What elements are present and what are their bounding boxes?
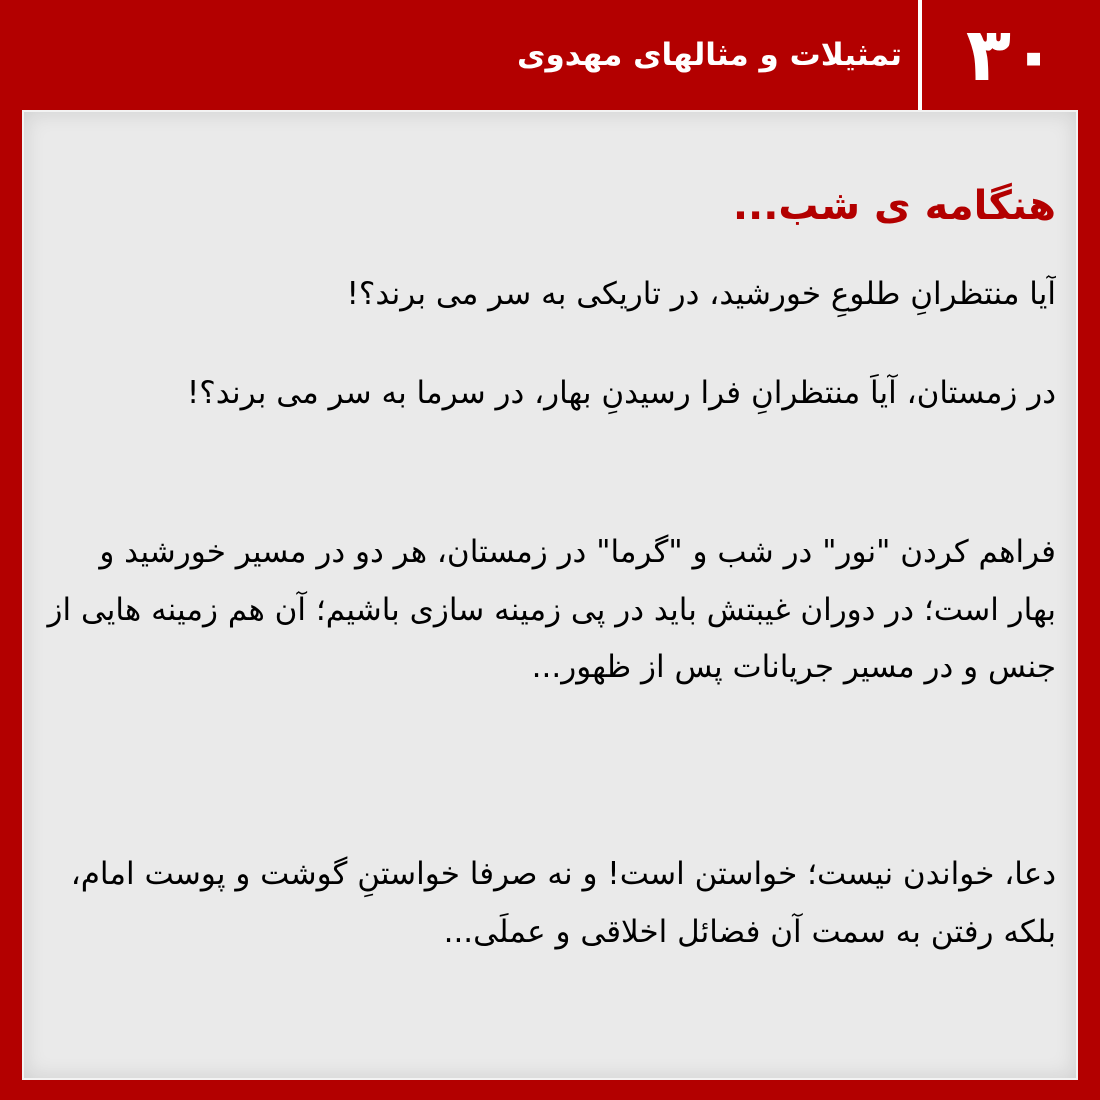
series-title: تمثیلات و مثالهای مهدوی: [517, 37, 902, 73]
paragraph-3: فراهم کردن "نور" در شب و "گرما" در زمستان، هر دو در مسیر خورشید و بهار است؛ در دوران غیبتش باید در پی زمینه سازی باشیم؛ آن هم زمینه هایی از جنس و در مسیر جریانات پس از ظهور...: [47, 534, 1056, 686]
header-bar: [0, 0, 1100, 110]
paragraph-1: آیا منتظرانِ طلوعِ خورشید، در تاریکی به سر می برند؟!: [346, 276, 1056, 312]
paragraph-2: در زمستان، آیاَ منتظرانِ فرا رسیدنِ بهار، در سرما به سر می برند؟!: [186, 375, 1056, 411]
header-divider: [918, 0, 922, 110]
episode-number: ۳۰: [965, 12, 1057, 98]
paragraph-4: دعا، خواندن نیست؛ خواستن است! و نه صرفا خواستنِ گوشت و پوست امام، بلکه رفتن به سمت آن فضائل اخلاقی و عملَی...: [70, 856, 1056, 950]
article-title: هنگامه ی شب...: [732, 183, 1056, 229]
